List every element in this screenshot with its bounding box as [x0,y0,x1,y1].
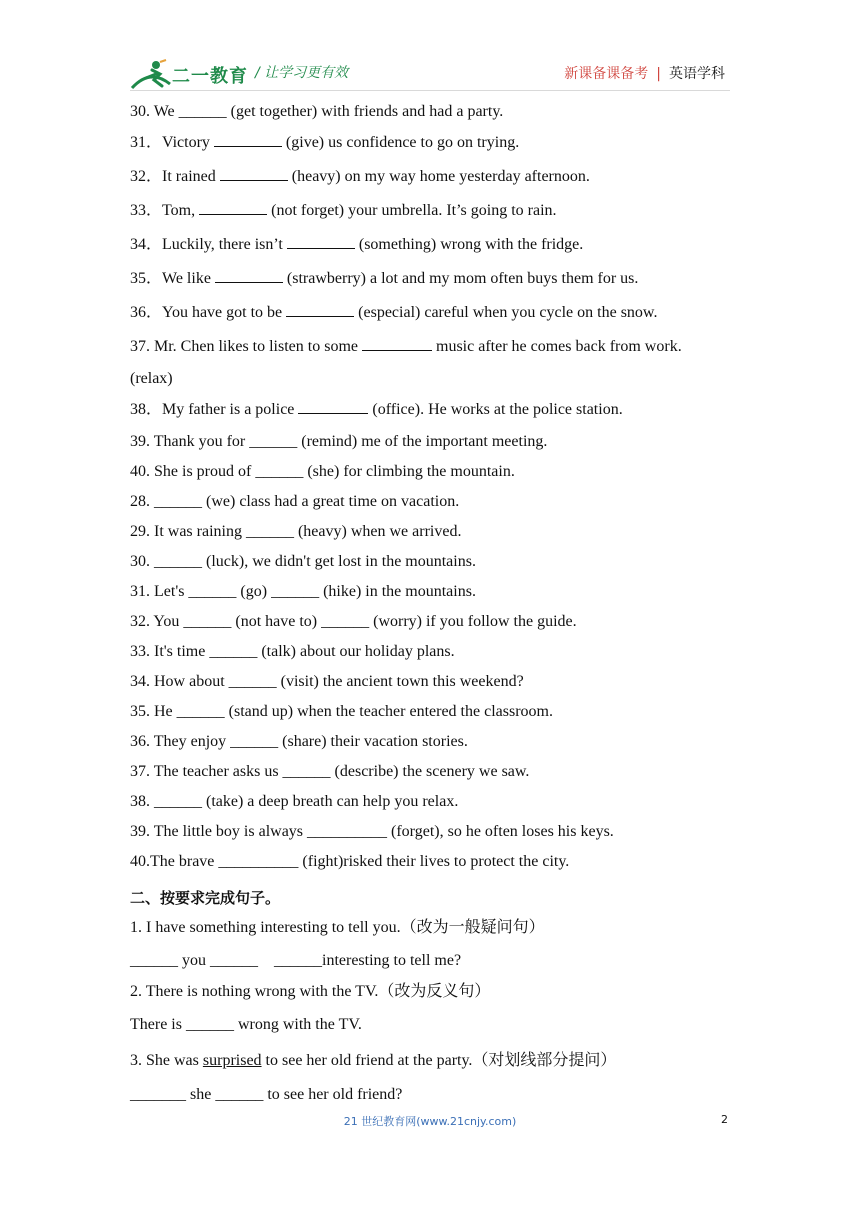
question-text: (heavy) on my way home yesterday afternoon. [287,168,590,185]
answer-line: ______ you ______ ______interesting to tell me? [130,952,462,969]
worksheet-content [130,101,740,1106]
answer-blank [298,399,368,414]
question-text: (something) wrong with the fridge. [354,236,584,253]
question-line: 39. Thank you for ______ (remind) me of the important meeting. [130,433,548,450]
question-text: 33．Tom, [130,202,200,219]
underlined-word: surprised [202,1052,262,1069]
question-line: 28. ______ (we) class had a great time on vacation. [130,493,460,510]
question-line: 35. He ______ (stand up) when the teacher entered the classroom. [130,703,553,720]
question-line [130,336,740,368]
logo-text: 二一教育 [172,66,248,87]
question-line [130,200,740,234]
answer-blank [215,268,283,283]
question-line: (relax) [130,370,173,387]
answer-blank [214,132,282,147]
question-line [130,234,740,268]
question-line: 39. The little boy is always __________ (forget), so he often loses his keys. [130,823,614,840]
question-line: 29. It was raining ______ (heavy) when we arrived. [130,523,462,540]
question-text: 3. She was [130,1052,203,1069]
question-text: (strawberry) a lot and my mom often buys them for us. [282,270,639,287]
question-text: 36．You have got to be [130,304,287,321]
answer-blank [287,234,355,249]
answer-blank [199,200,267,215]
page-number: 2 [721,1113,728,1126]
question-text: 35．We like [130,270,215,287]
question-line [130,1050,740,1084]
question-line: 36. They enjoy ______ (share) their vacation stories. [130,733,468,750]
answer-blank [220,166,288,181]
answer-blank [286,302,354,317]
answer-blank [362,336,432,351]
answer-line: There is ______ wrong with the TV. [130,1016,362,1033]
question-text: 34．Luckily, there isn’t [130,236,287,253]
question-text: 37. Mr. Chen likes to listen to some [130,338,362,355]
question-line: 40.The brave __________ (fight)risked their lives to protect the city. [130,853,570,870]
answer-line: _______ she ______ to see her old friend? [130,1086,403,1103]
page-header [0,0,860,100]
header-separator: | [656,66,661,82]
question-line: 38. ______ (take) a deep breath can help you relax. [130,793,459,810]
question-text: (office). He works at the police station. [368,401,623,418]
question-text: (not forget) your umbrella. It’s going to rain. [267,202,557,219]
question-text: 31．Victory [130,134,214,151]
header-subject: 英语学科 [669,66,725,82]
question-line [130,302,740,336]
question-line [130,399,740,431]
header-right [564,63,725,83]
question-line: 32. You ______ (not have to) ______ (worry) if you follow the guide. [130,613,577,630]
question-line: 31. Let's ______ (go) ______ (hike) in the mountains. [130,583,476,600]
question-line: 2. There is nothing wrong with the TV.（改为反义句） [130,983,491,1000]
question-text: (especial) careful when you cycle on the snow. [354,304,658,321]
question-line: 30. We ______ (get together) with friends and had a party. [130,103,504,120]
header-tagline: 新课备课备考 [564,66,649,82]
question-line: 30. ______ (luck), we didn't get lost in the mountains. [130,553,476,570]
question-text: 38．My father is a police [130,401,299,418]
question-line: 33. It's time ______ (talk) about our holiday plans. [130,643,455,660]
question-text: (give) us confidence to go on trying. [281,134,520,151]
question-line [130,132,740,166]
question-text: 32．It rained [130,168,220,185]
footer-site: 21 世纪教育网(www.21cnjy.com) [343,1115,517,1128]
question-line: 40. She is proud of ______ (she) for climbing the mountain. [130,463,515,480]
question-line: 34. How about ______ (visit) the ancient town this weekend? [130,673,524,690]
header-divider [130,90,730,91]
question-line: 1. I have something interesting to tell you.（改为一般疑问句） [130,919,545,936]
section-title: 二、按要求完成句子。 [130,889,281,907]
question-text: music after he comes back from work. [432,338,682,355]
slogan: / 让学习更有效 [255,65,349,81]
question-text: to see her old friend at the party.（对划线部分提问） [261,1052,617,1069]
question-line [130,268,740,302]
question-line [130,166,740,200]
question-line: 37. The teacher asks us ______ (describe) the scenery we saw. [130,763,530,780]
